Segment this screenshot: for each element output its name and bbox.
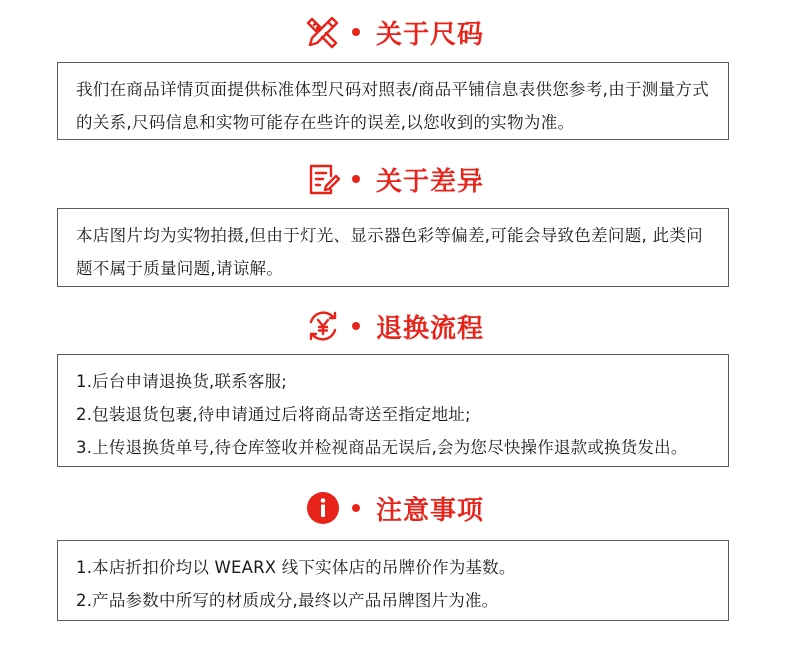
- notice-box: [57, 540, 729, 621]
- list-item: 1.后台申请退换货,联系客服;: [76, 372, 288, 391]
- section-title: 退换流程: [375, 313, 484, 344]
- list-item: 2.包装退货包裹,待申请通过后将商品寄送至指定地址;: [76, 405, 471, 424]
- list-item: 1.本店折扣价均以 WEARX 线下实体店的吊牌价作为基数。: [76, 558, 516, 577]
- size-info-text: 我们在商品详情页面提供标准体型尺码对照表/商品平铺信息表供您参考,由于测量方式的关系,尺码信息和实物可能存在些许的误差,以您收到的实物为准。: [76, 80, 710, 132]
- document-edit-icon: [306, 162, 340, 196]
- title-bullet: [352, 175, 360, 183]
- section-header-return: [0, 306, 790, 346]
- section-header-notice: [0, 488, 790, 528]
- difference-info-text: 本店图片均为实物拍摄,但由于灯光、显示器色彩等偏差,可能会导致色差问题, 此类问题不属于质量问题,请谅解。: [76, 226, 703, 278]
- difference-info-box: [57, 208, 729, 287]
- section-header-difference: [0, 159, 790, 199]
- return-process-box: [57, 354, 729, 467]
- title-bullet: [352, 28, 360, 36]
- section-title: 关于差异: [375, 166, 484, 197]
- size-info-box: [57, 62, 729, 140]
- section-title: 注意事项: [375, 495, 484, 526]
- section-header-size: [0, 12, 790, 52]
- yen-exchange-icon: [306, 309, 340, 343]
- title-bullet: [352, 504, 360, 512]
- list-item: 2.产品参数中所写的材质成分,最终以产品吊牌图片为准。: [76, 591, 499, 610]
- section-title: 关于尺码: [375, 19, 484, 50]
- ruler-pencil-icon: [306, 15, 340, 49]
- list-item: 3.上传退换货单号,待仓库签收并检视商品无误后,会为您尽快操作退款或换货发出。: [76, 438, 688, 457]
- title-bullet: [352, 322, 360, 330]
- info-icon: [306, 491, 340, 525]
